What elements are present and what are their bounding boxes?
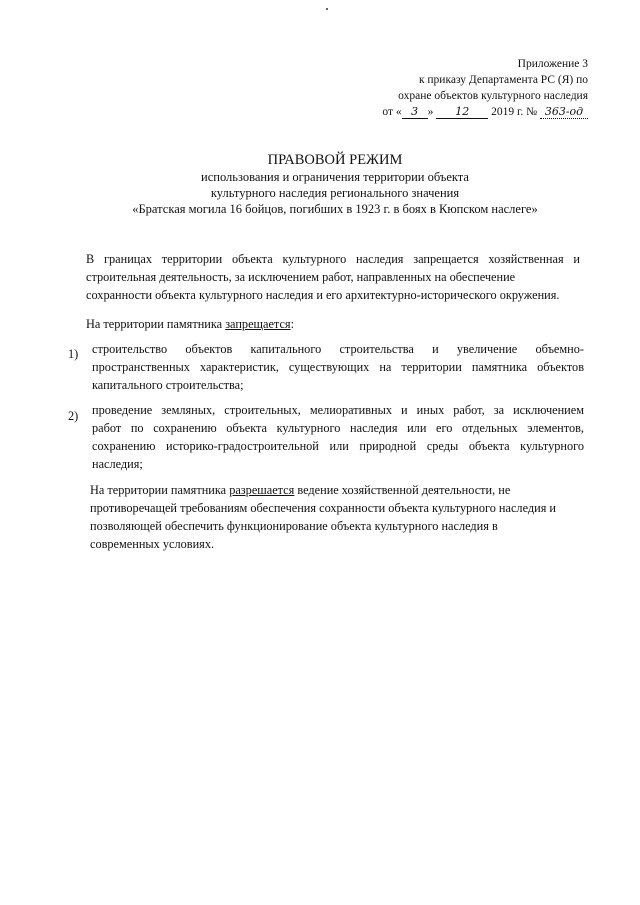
item-1-number: 1): [68, 347, 79, 361]
appendix-header: [382, 56, 588, 120]
item-1-line: строительство объектов капитального строительства и увеличение объемно-: [92, 342, 584, 356]
item-1: [92, 340, 584, 394]
paragraph-2-suffix: :: [290, 317, 294, 331]
item-1-line: капитального строительства;: [92, 378, 244, 392]
appendix-line-3: охране объектов культурного наследия: [398, 90, 588, 102]
item-2-number: 2): [68, 409, 79, 423]
handwritten-order-number: 363-од: [540, 106, 588, 119]
document-title: ПРАВОВОЙ РЕЖИМ: [267, 152, 403, 168]
handwritten-month: 12: [436, 106, 488, 119]
title-line-3: «Братская могила 16 бойцов, погибших в 1923 г. в боях в Кюпском наслеге»: [132, 202, 538, 216]
date-mid: »: [427, 106, 434, 118]
item-2: [92, 401, 584, 473]
prohibited-word: запрещается: [225, 317, 291, 331]
paragraph-3-line: [90, 481, 584, 499]
paragraph-3-line: позволяющей обеспечить функционирование объекта культурного наследия в: [90, 519, 498, 533]
item-2-line: наследия;: [92, 457, 143, 471]
paragraph-3: [90, 481, 584, 553]
appendix-line-2: к приказу Департамента РС (Я) по: [418, 74, 588, 86]
scan-dot: [326, 8, 328, 10]
paragraph-1: [86, 250, 580, 304]
paragraph-3-suffix: ведение хозяйственной деятельности, не: [294, 483, 511, 497]
paragraph-1-line: сохранности объекта культурного наследия и его архитектурно-исторического окружения.: [86, 288, 560, 302]
handwritten-day: 3: [402, 106, 428, 119]
appendix-line-1: Приложение 3: [517, 58, 588, 70]
paragraph-1-line: В границах территории объекта культурного наследия запрещается хозяйственная и: [86, 252, 580, 266]
item-1-line: пространственных характеристик, существующих на территории памятника объектов: [92, 360, 584, 374]
item-2-line: работ по сохранению объекта культурного наследия или его отдельных элементов,: [92, 421, 584, 435]
title-line-2: культурного наследия регионального значения: [210, 186, 460, 200]
item-2-line: проведение земляных, строительных, мелиоративных и иных работ, за исключением: [92, 403, 584, 417]
permitted-word: разрешается: [229, 483, 295, 497]
title-line-1: использования и ограничения территории объекта: [201, 170, 469, 184]
paragraph-3-line: противоречащей требованиям обеспечения сохранности объекта культурного наследия и: [90, 501, 557, 515]
appendix-date-line: [382, 104, 588, 120]
paragraph-3-line: современных условиях.: [90, 537, 215, 551]
paragraph-2-prefix: На территории памятника: [86, 317, 226, 331]
item-2-line: сохранению историко-градостроительной или природной среды объекта культурного: [92, 439, 584, 453]
title-block: [80, 151, 590, 217]
paragraph-1-line: строительная деятельность, за исключением работ, направленных на обеспечение: [86, 270, 516, 284]
year-and-number: 2019 г. №: [491, 106, 538, 118]
paragraph-2: [86, 315, 294, 333]
paragraph-3-prefix: На территории памятника: [90, 483, 230, 497]
date-prefix: от «: [382, 106, 402, 118]
